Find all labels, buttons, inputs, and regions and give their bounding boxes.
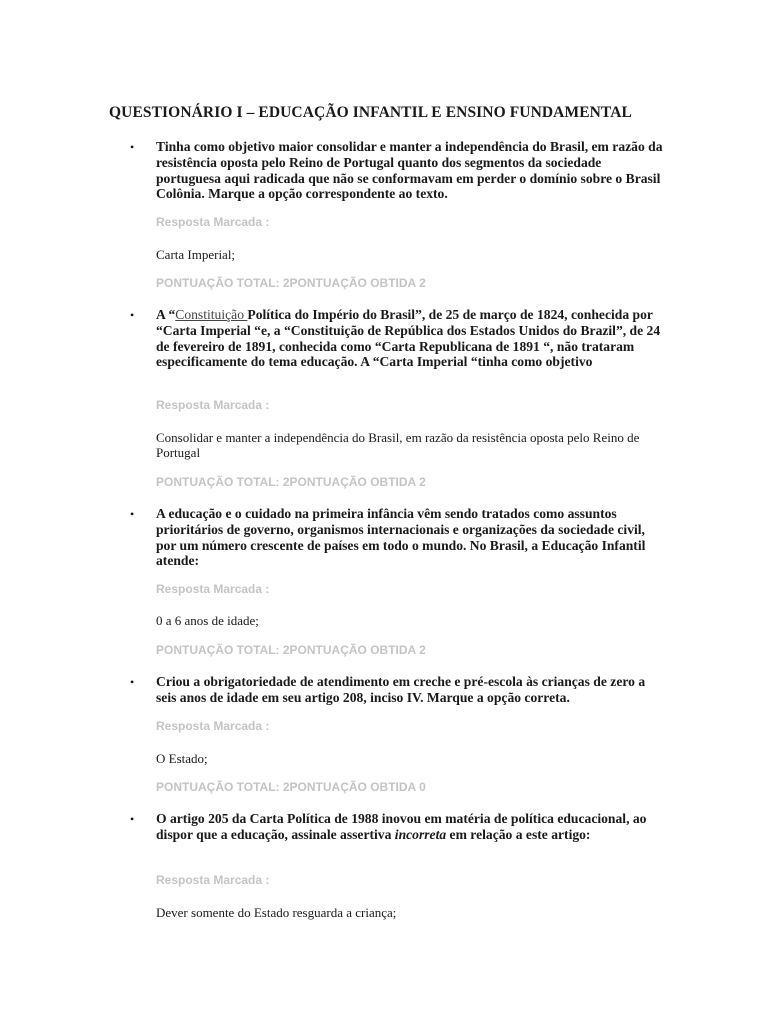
- page-title: QUESTIONÁRIO I – EDUCAÇÃO INFANTIL E ENSINO FUNDAMENTAL: [109, 104, 632, 121]
- bullet: •: [130, 308, 135, 322]
- question-text-prefix: O artigo 205 da Carta Política de 1988 inovou em matéria de política educacional, ao dispor que a educação, assinale assertiva: [156, 811, 647, 842]
- score-line: PONTUAÇÃO TOTAL: 2PONTUAÇÃO OBTIDA 0: [156, 780, 426, 794]
- marked-answer: Carta Imperial;: [156, 247, 236, 262]
- score-line: PONTUAÇÃO TOTAL: 2PONTUAÇÃO OBTIDA 2: [156, 276, 426, 290]
- answer-label: Resposta Marcada :: [156, 873, 270, 887]
- marked-answer: 0 a 6 anos de idade;: [156, 613, 259, 628]
- marked-answer: Dever somente do Estado resguarda a criança;: [156, 905, 397, 920]
- question-text-rest: em relação a este artigo:: [446, 826, 591, 842]
- marked-answer: Consolidar e manter a independência do Brasil, em razão da resistência oposta pelo Reino de Portugal: [156, 430, 640, 460]
- bullet: •: [130, 812, 135, 826]
- answer-label: Resposta Marcada :: [156, 398, 270, 412]
- score-line: PONTUAÇÃO TOTAL: 2PONTUAÇÃO OBTIDA 2: [156, 475, 426, 489]
- answer-label: Resposta Marcada :: [156, 582, 270, 596]
- question-text: [156, 307, 666, 370]
- marked-answer: O Estado;: [156, 751, 208, 766]
- score-line: PONTUAÇÃO TOTAL: 2PONTUAÇÃO OBTIDA 2: [156, 643, 426, 657]
- answer-label: Resposta Marcada :: [156, 215, 270, 229]
- question-text-prefix: A “: [156, 307, 176, 322]
- question-text: Tinha como objetivo maior consolidar e manter a independência do Brasil, em razão da resistência oposta pelo Reino de Portugal quanto dos segmentos da sociedade portuguesa aqui radicada que não se conformavam em perder o domínio sobre o Brasil Colônia. Marque a opção correspondente ao texto.: [156, 139, 663, 202]
- bullet: •: [130, 675, 135, 689]
- question-text: [156, 811, 666, 843]
- question-text: Criou a obrigatoriedade de atendimento em creche e pré-escola às crianças de zero a seis anos de idade em seu artigo 208, inciso IV. Marque a opção correta.: [156, 674, 646, 705]
- question-text-emphasis: incorreta: [394, 826, 447, 842]
- constituicao-link[interactable]: Constituição: [175, 307, 248, 322]
- bullet: •: [130, 140, 135, 154]
- answer-label: Resposta Marcada :: [156, 719, 270, 733]
- question-text: A educação e o cuidado na primeira infância vêm sendo tratados como assuntos prioritários de governo, organismos internacionais e organizações da sociedade civil, por um número crescente de países em todo o mundo. No Brasil, a Educação Infantil atende:: [156, 506, 646, 569]
- bullet: •: [130, 507, 135, 521]
- question-text-rest: Política do Império do Brasil”, de 25 de março de 1824, conhecida por “Carta Imperial “e, a “Constituição de República dos Estados Unidos do Brazil”, de 24 de fevereiro de 1891, conhecida como “Carta Republicana de 1891 “, não trataram especificamente do tema educação. A “Carta Imperial “tinha como objetivo: [156, 307, 661, 370]
